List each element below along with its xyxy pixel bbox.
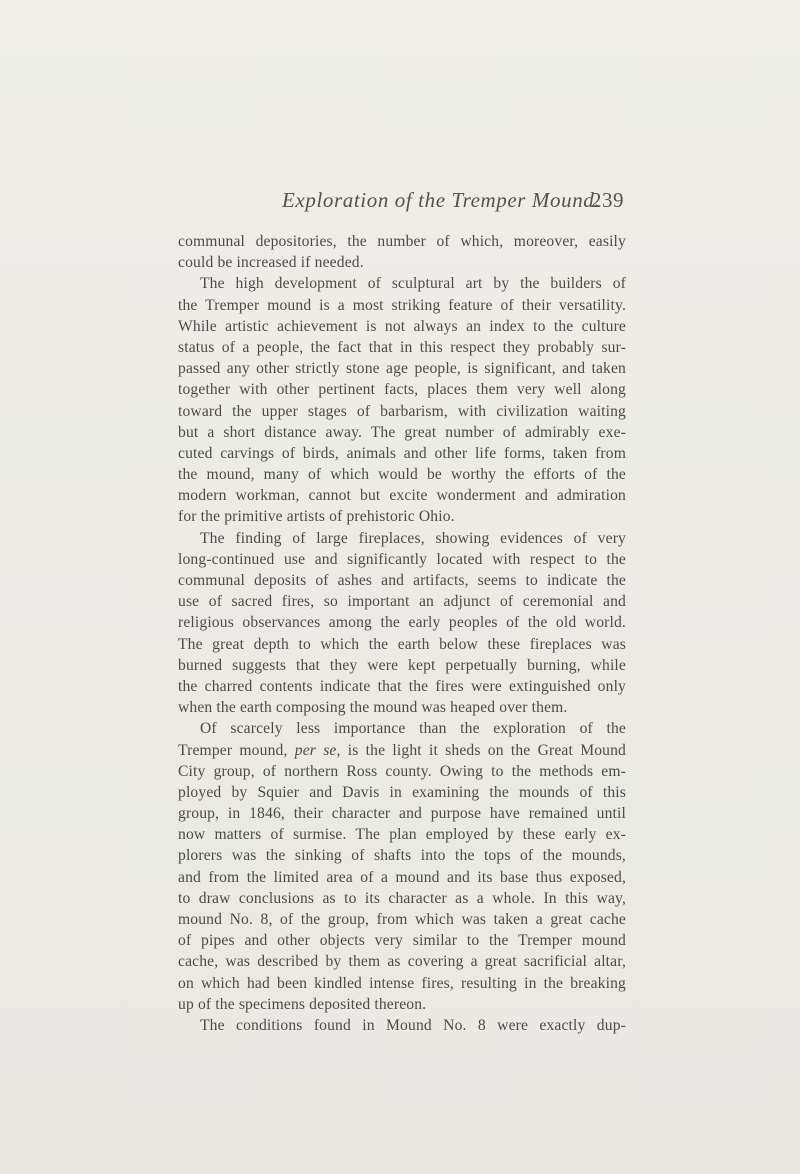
text-line: the charred contents indicate that the fires were extinguished only: [178, 677, 626, 695]
text-line: The finding of large fireplaces, showing evidences of very: [200, 529, 626, 547]
text-segment: Tremper mound,: [178, 741, 295, 759]
text-line: on which had been kindled intense fires, resulting in the breaking: [178, 974, 626, 992]
text-line: Of scarcely less importance than the exploration of the: [200, 720, 626, 738]
text-line: communal depositories, the number of which, moreover, easily: [178, 233, 626, 250]
text-line: plorers was the sinking of shafts into the tops of the mounds,: [178, 847, 626, 865]
body-text: [178, 231, 626, 1036]
text-line: [178, 740, 626, 761]
text-line: While artistic achievement is not always an index to the culture: [178, 317, 626, 335]
text-line: The conditions found in Mound No. 8 were exactly dup-: [200, 1016, 626, 1034]
text-line: modern workman, cannot but excite wonderment and admiration: [178, 487, 626, 505]
text-line: religious observances among the early peoples of the old world.: [178, 614, 626, 632]
running-title: Exploration of the Tremper Mound.: [282, 188, 601, 212]
text-line: the mound, many of which would be worthy the efforts of the: [178, 466, 626, 484]
text-line: of pipes and other objects very similar to the Tremper mound: [178, 932, 626, 950]
text-line: cache, was described by them as covering a great sacrificial altar,: [178, 953, 626, 971]
text-line: when the earth composing the mound was heaped over them.: [178, 699, 568, 717]
text-line: burned suggests that they were kept perpetually burning, while: [178, 656, 626, 674]
text-line: and from the limited area of a mound and its base thus exposed,: [178, 868, 626, 886]
text-line: the Tremper mound is a most striking feature of their versatility.: [178, 296, 626, 314]
italic-phrase: per se,: [294, 741, 341, 759]
text-line: together with other pertinent facts, places them very well along: [178, 381, 626, 399]
text-line: ployed by Squier and Davis in examining the mounds of this: [178, 783, 626, 801]
text-line: cuted carvings of birds, animals and other life forms, taken from: [178, 444, 626, 462]
text-line: passed any other strictly stone age people, is significant, and taken: [178, 360, 626, 378]
text-line: The great depth to which the earth below these fireplaces was: [178, 635, 626, 653]
text-line: to draw conclusions as to its character as a whole. In this way,: [178, 889, 626, 907]
text-line: up of the specimens deposited thereon.: [178, 995, 427, 1013]
text-line: mound No. 8, of the group, from which was taken a great cache: [178, 911, 626, 928]
text-line: group, in 1846, their character and purpose have remained until: [178, 805, 626, 823]
text-line: use of sacred fires, so important an adjunct of ceremonial and: [178, 593, 626, 611]
text-segment: is the light it sheds on the Great Mound: [340, 741, 627, 759]
text-line: long-continued use and significantly located with respect to the: [178, 550, 626, 568]
text-line: communal deposits of ashes and artifacts, seems to indicate the: [178, 572, 626, 589]
page-header: [0, 188, 800, 218]
page-number: 239: [591, 188, 624, 212]
text-line: could be increased if needed.: [178, 254, 364, 272]
text-line: toward the upper stages of barbarism, with civilization waiting: [178, 402, 626, 420]
text-line: but a short distance away. The great number of admirably exe-: [178, 423, 626, 441]
text-line: status of a people, the fact that in this respect they probably sur-: [178, 338, 626, 356]
text-line: now matters of surmise. The plan employed by these early ex-: [178, 826, 626, 844]
text-line: for the primitive artists of prehistoric Ohio.: [178, 508, 455, 526]
text-line: City group, of northern Ross county. Owing to the methods em-: [178, 762, 626, 780]
text-line: The high development of sculptural art by the builders of: [200, 275, 626, 293]
